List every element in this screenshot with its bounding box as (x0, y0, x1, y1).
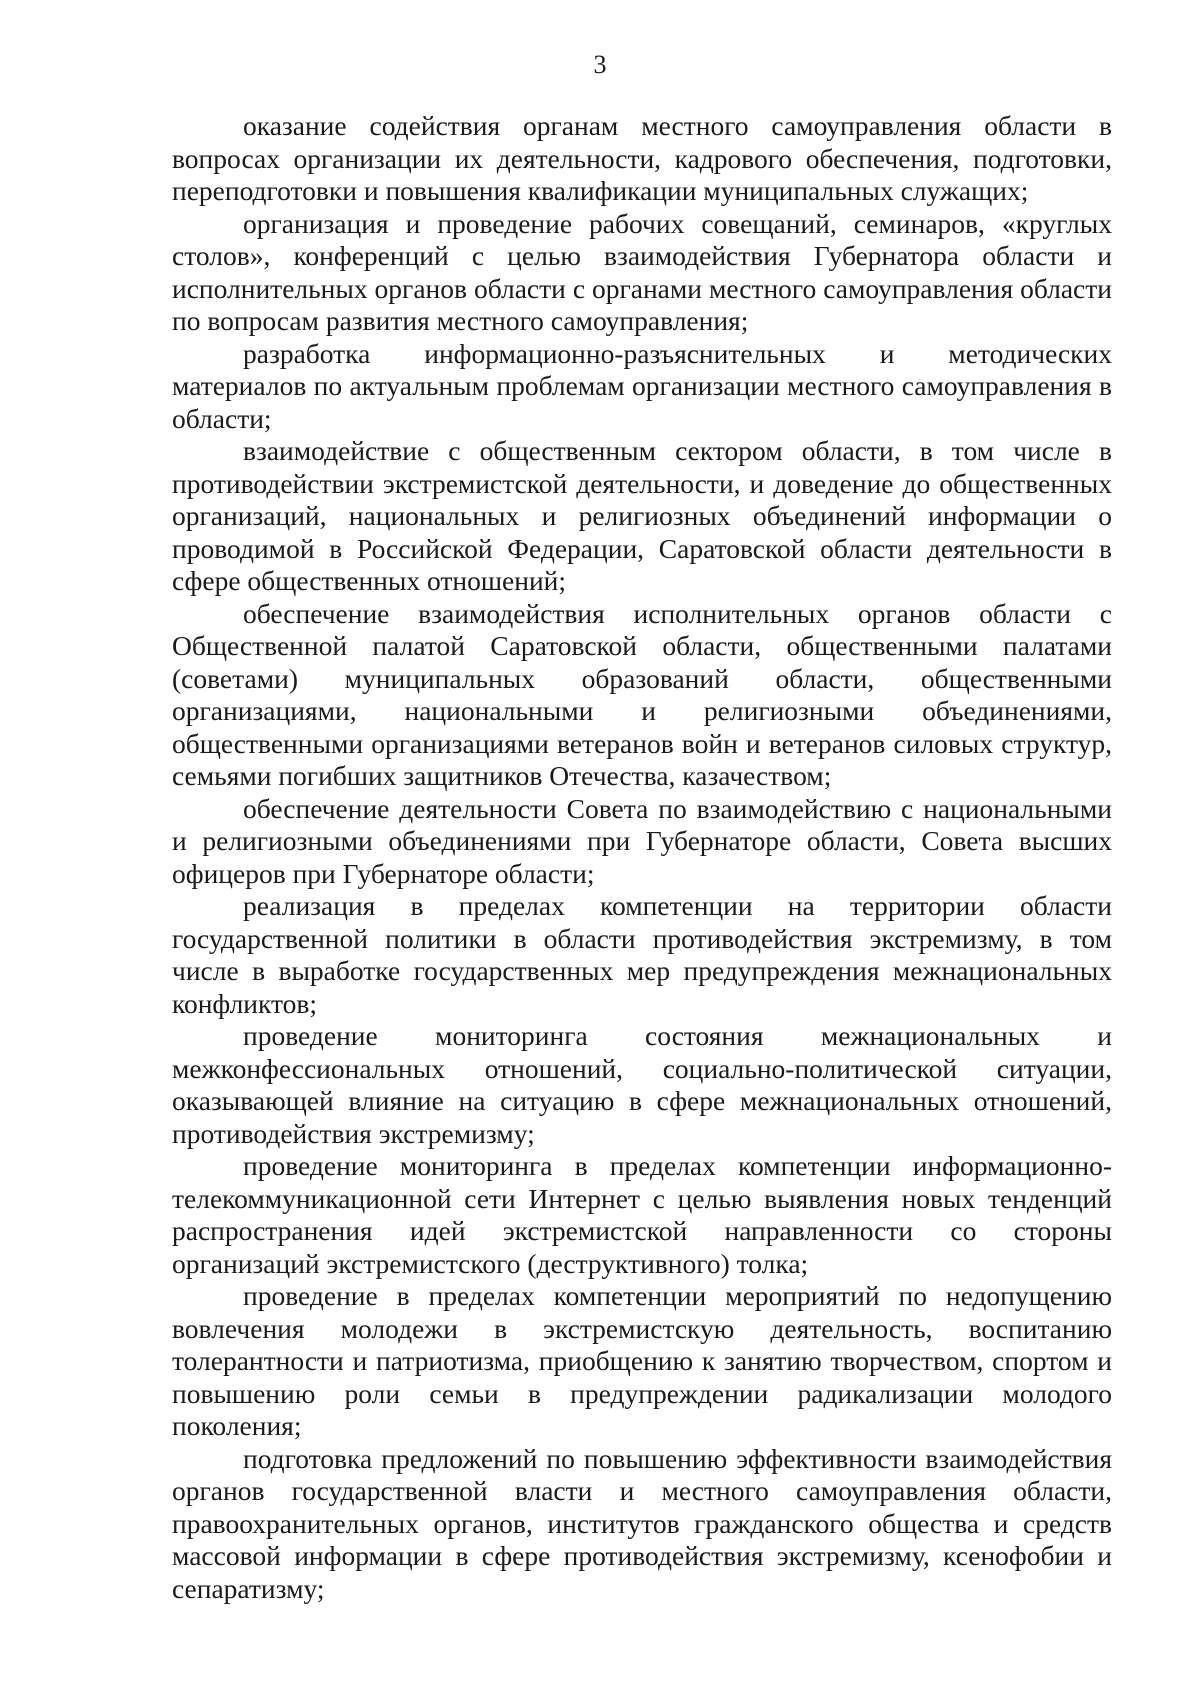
paragraph: реализация в пределах компетенции на территории области государственной политики в области противодействия экстремизму, в том числе в выработке государственных мер предупреждения межнациональных конфликтов; (172, 890, 1112, 1019)
paragraph: оказание содействия органам местного самоуправления области в вопросах организации их деятельности, кадрового обеспечения, подготовки, переподготовки и повышения квалификации муниципальных служащих; (172, 110, 1112, 206)
page-number: 3 (593, 50, 607, 79)
paragraph: проведение мониторинга состояния межнациональных и межконфессиональных отношений, социально-политической ситуации, оказывающей влияние на ситуацию в сфере межнациональных отношений, противодействия экстремизму; (172, 1020, 1112, 1149)
paragraph: организация и проведение рабочих совещаний, семинаров, «круглых столов», конференций с целью взаимодействия Губернатора области и исполнительных органов области с органами местного самоуправления области по вопросам развития местного самоуправления; (172, 207, 1112, 336)
document-body (172, 110, 1112, 1605)
paragraph: взаимодействие с общественным сектором области, в том числе в противодействии экстремистской деятельности, и доведение до общественных организаций, национальных и религиозных объединений информации о проводимой в Российской Федерации, Саратовской области деятельности в сфере общественных отношений; (172, 435, 1112, 596)
paragraph: обеспечение деятельности Совета по взаимодействию с национальными и религиозными объединениями при Губернаторе области, Совета высших офицеров при Губернаторе области; (172, 792, 1112, 889)
paragraph: проведение мониторинга в пределах компетенции информационно-телекоммуникационной сети Интернет с целью выявления новых тенденций распространения идей экстремистской направленности со стороны организаций экстремистского (деструктивного) толка; (172, 1150, 1112, 1279)
paragraph: подготовка предложений по повышению эффективности взаимодействия органов государственной власти и местного самоуправления области, правоохранительных органов, институтов гражданского общества и средств массовой информации в сфере противодействия экстремизму, ксенофобии и сепаратизму; (172, 1442, 1112, 1604)
paragraph: проведение в пределах компетенции мероприятий по недопущению вовлечения молодежи в экстремистскую деятельность, воспитанию толерантности и патриотизма, приобщению к занятию творчеством, спортом и повышению роли семьи в предупреждении радикализации молодого поколения; (172, 1280, 1112, 1441)
paragraph: разработка информационно-разъяснительных и методических материалов по актуальным проблемам организации местного самоуправления в области; (172, 337, 1112, 434)
paragraph: обеспечение взаимодействия исполнительных органов области с Общественной палатой Саратовской области, общественными палатами (советами) муниципальных образований области, общественными организациями, национальными и религиозными объединениями, общественными организациями ветеранов войн и ветеранов силовых структур, семьями погибших защитников Отечества, казачеством; (172, 597, 1112, 791)
